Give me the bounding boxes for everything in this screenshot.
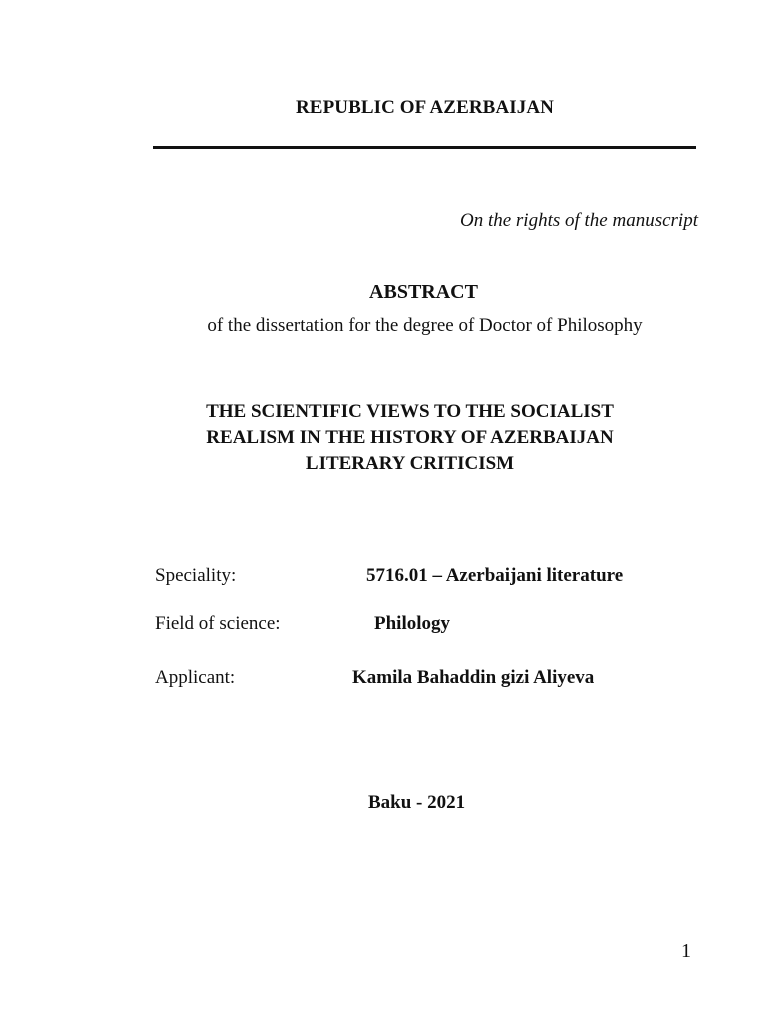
field-of-science-value: Philology <box>374 613 451 634</box>
speciality-label: Speciality: <box>155 565 237 586</box>
applicant-label: Applicant: <box>155 667 236 688</box>
dissertation-title-line: REALISM IN THE HISTORY OF AZERBAIJAN <box>206 427 614 448</box>
applicant-value: Kamila Bahaddin gizi Aliyeva <box>352 667 595 688</box>
abstract-subtitle: of the dissertation for the degree of Doctor of Philosophy <box>207 315 643 336</box>
dissertation-title <box>150 399 670 477</box>
country-heading: REPUBLIC OF AZERBAIJAN <box>295 97 555 118</box>
speciality-value: 5716.01 – Azerbaijani literature <box>366 565 624 586</box>
place-year: Baku - 2021 <box>368 792 466 813</box>
field-of-science-label: Field of science: <box>155 613 281 634</box>
page-number: 1 <box>681 940 691 962</box>
manuscript-note: On the rights of the manuscript <box>459 210 698 231</box>
abstract-title: ABSTRACT <box>369 281 478 303</box>
dissertation-title-line: LITERARY CRITICISM <box>305 453 515 474</box>
dissertation-title-line: THE SCIENTIFIC VIEWS TO THE SOCIALIST <box>206 401 614 422</box>
heading-rule <box>153 146 696 149</box>
